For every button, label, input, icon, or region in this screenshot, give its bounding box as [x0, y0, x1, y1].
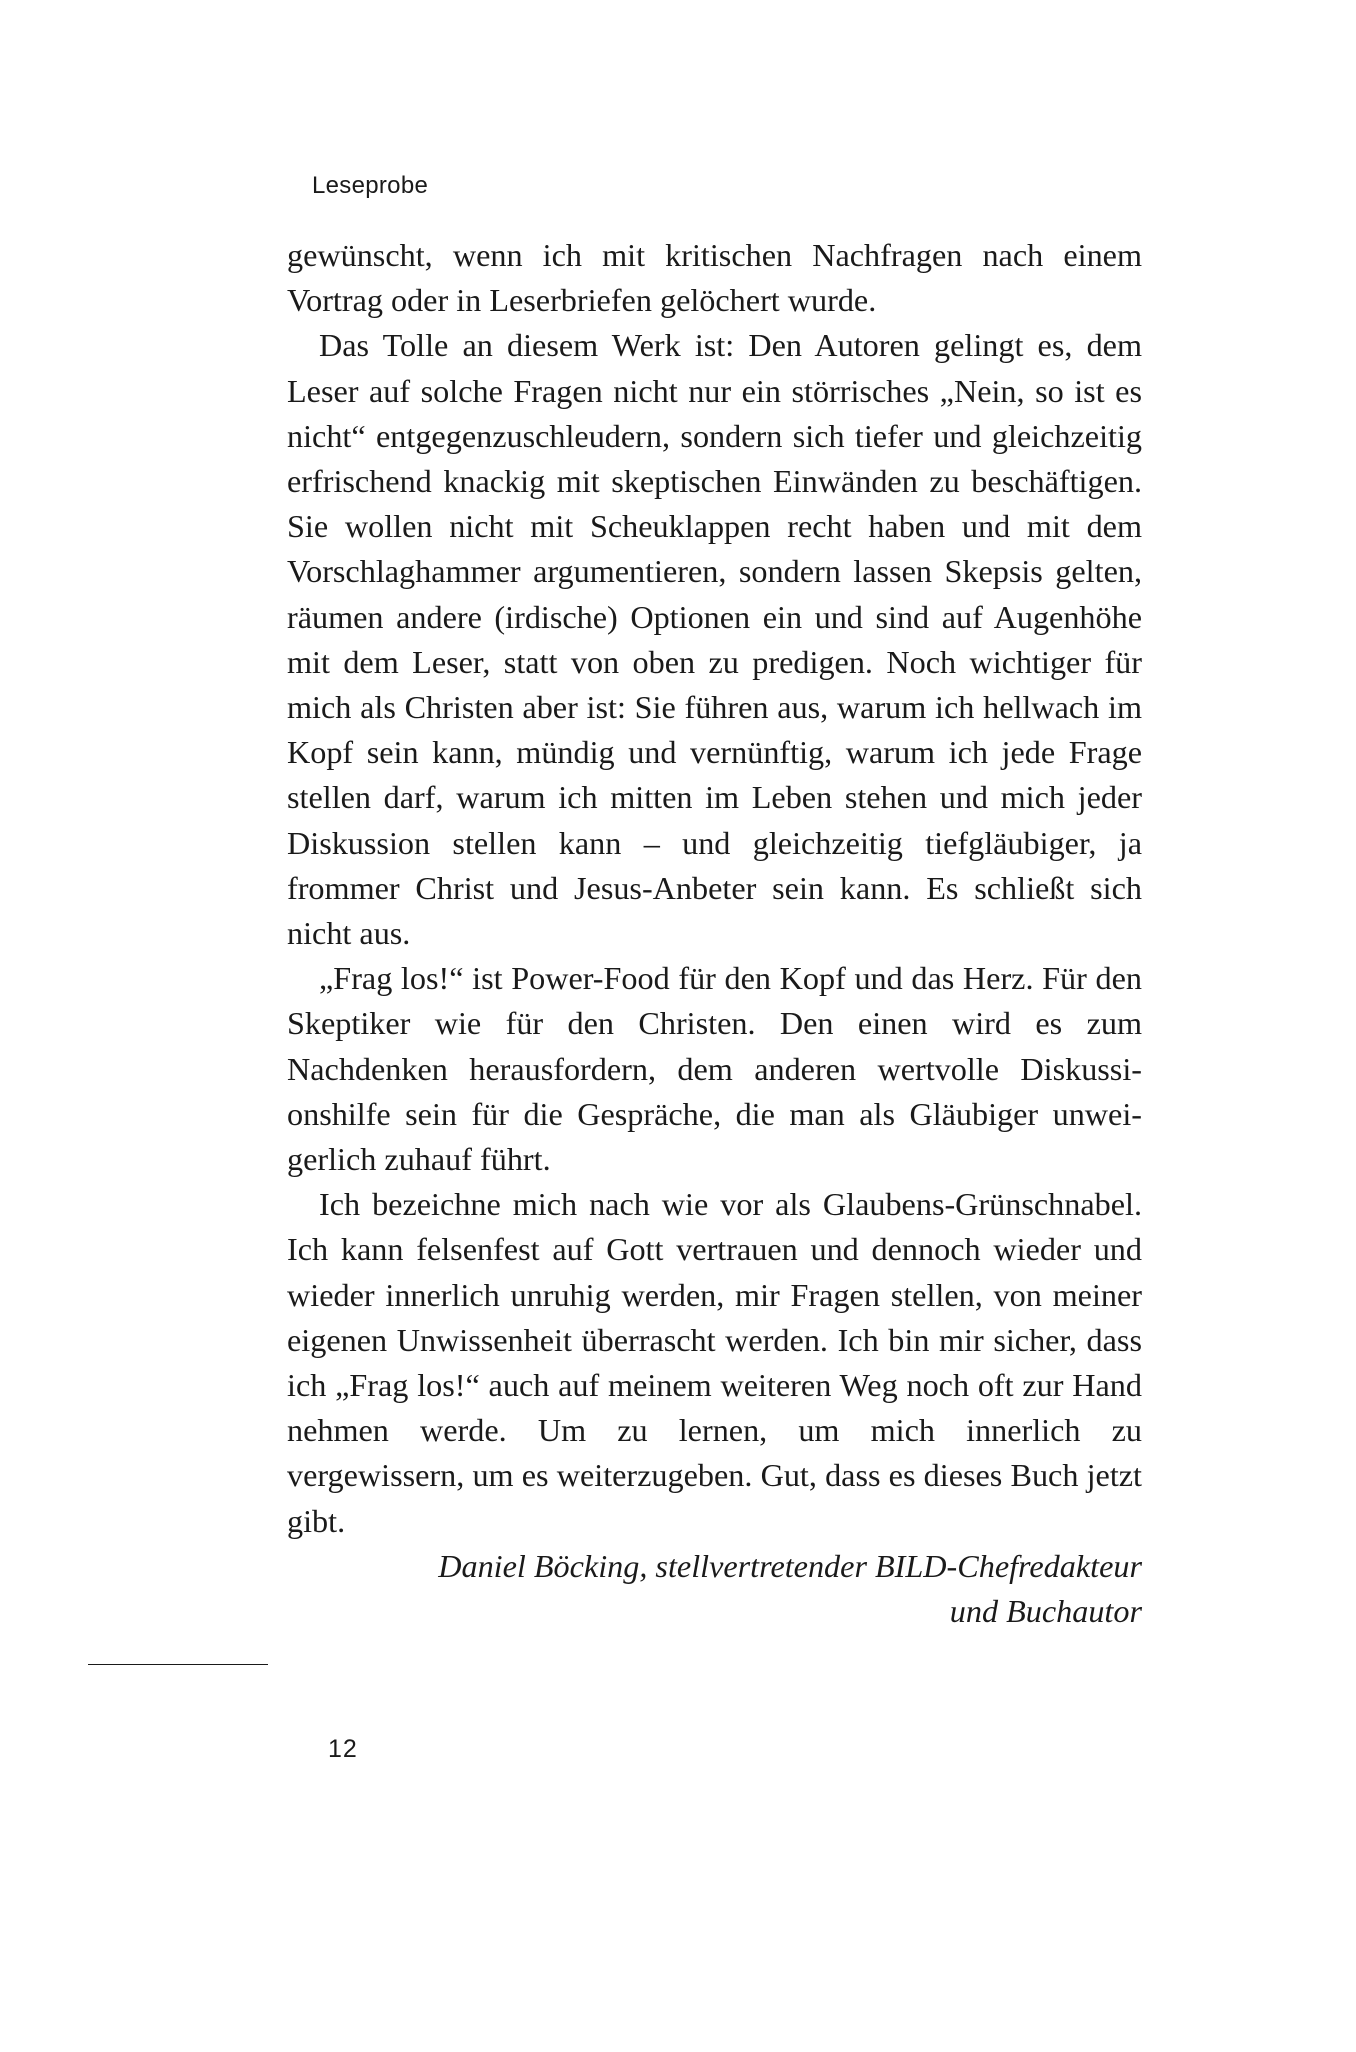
running-header: Leseprobe: [312, 172, 429, 199]
signature-line: Daniel Böcking, stellvertretender BILD-Chefredakteur: [438, 1547, 1142, 1584]
paragraph: gewünscht, wenn ich mit kritischen Nachfragen nach einem Vortrag oder in Leserbriefen gelöchert wurde.: [287, 237, 1142, 319]
paragraph: Das Tolle an diesem Werk ist: Den Autoren gelingt es, dem Leser auf solche Fragen nicht nur ein störrisches „Nein, so ist es nicht“ entgegenzuschleudern, sondern sich tiefer und gleichzeitig erfrischend knackig mit skeptischen Einwänden zu beschäftigen. Sie wollen nicht mit Scheuklappen recht haben und mit dem Vorschlaghammer argumentieren, sondern lassen Skepsis gelten, räumen andere (irdische) Optionen ein und sind auf Augenhöhe mit dem Leser, statt von oben zu predigen. Noch wichtiger für mich als Christen aber ist: Sie führen aus, warum ich hellwach im Kopf sein kann, mündig und vernünftig, warum ich jede Frage stellen darf, warum ich mitten im Leben stehen und mich jeder Diskussion stellen kann – und gleichzeitig tiefgläubiger, ja frommer Christ und Jesus-Anbeter sein kann. Es schließt sich nicht aus.: [287, 327, 1142, 952]
footnote-rule: [88, 1664, 268, 1665]
paragraph: „Frag los!“ ist Power-Food für den Kopf und das Herz. Für den Skeptiker wie für den Christen. Den einen wird es zum Nachdenken herausfordern, dem anderen wertvolle Diskussionshilfe sein für die Gespräche, die man als Gläubiger unweigerlich zuhauf führt.: [287, 960, 1142, 1178]
signature-line: und Buchautor: [949, 1593, 1142, 1630]
signature: [287, 1544, 1142, 1634]
body-text: [287, 233, 1142, 1634]
paragraph: Ich bezeichne mich nach wie vor als Glaubens-Grünschnabel. Ich kann felsenfest auf Gott vertrauen und dennoch wieder und wieder innerlich unruhig werden, mir Fragen stellen, von meiner eigenen Unwissenheit überrascht werden. Ich bin mir sicher, dass ich „Frag los!“ auch auf meinem weiteren Weg noch oft zur Hand nehmen werde. Um zu lernen, um mich innerlich zu vergewissern, um es weiterzugeben. Gut, dass es dieses Buch jetzt gibt.: [287, 1186, 1142, 1539]
page-number: 12: [328, 1735, 358, 1763]
